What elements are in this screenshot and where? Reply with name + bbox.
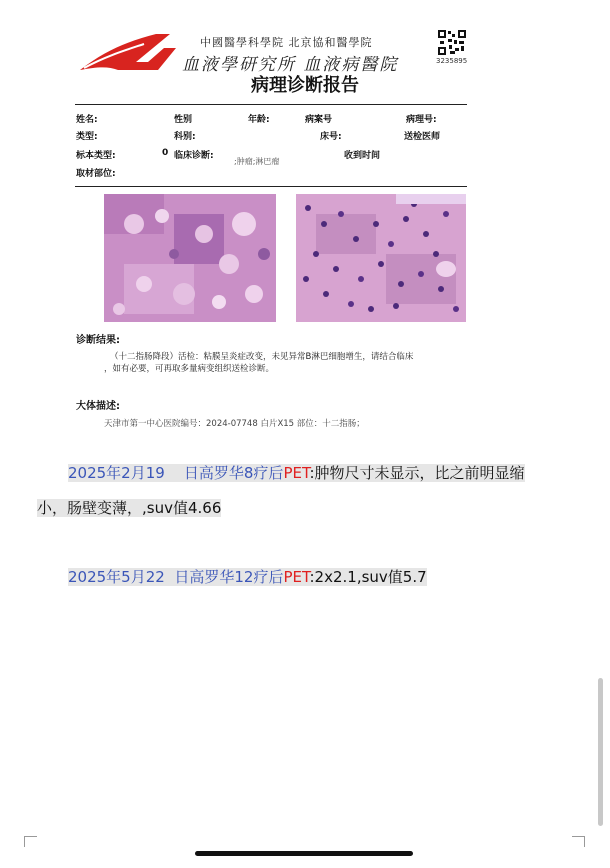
note-1-treatment: 日高罗华8疗后: [183, 464, 284, 482]
info-row-4: [76, 166, 476, 180]
scrollbar[interactable]: [598, 678, 603, 826]
clinical-value: ;肿瘤;淋巴瘤: [234, 157, 280, 166]
note-1-date: 2025年2月19: [68, 464, 165, 482]
page-corner-mark: [24, 836, 37, 847]
info-row-3: [76, 148, 476, 166]
histology-image-low-power: [104, 194, 276, 322]
report-title: 病理诊断报告: [251, 75, 359, 96]
info-row-2: [76, 129, 476, 143]
clinical-label: 临床诊断:: [174, 151, 214, 161]
gender-label: 性别: [174, 115, 193, 125]
site-label: 取材部位:: [76, 169, 116, 179]
diagnosis-line-1: （十二指肠降段）活检：粘膜呈炎症改变，未见异常B淋巴细胞增生，请结合临床: [110, 352, 414, 362]
name-label: 姓名:: [76, 115, 98, 125]
dept-label: 科别:: [174, 132, 196, 142]
info-row-1: [76, 112, 476, 126]
home-indicator[interactable]: [195, 851, 413, 856]
doctor-label: 送检医师: [404, 132, 441, 142]
note-2-text-1: :2x2.1,suv值5.7: [309, 568, 427, 586]
note-1-text-2: 小，肠壁变薄，,suv值4.66: [37, 499, 222, 517]
hospital-logo: [78, 30, 178, 74]
note-2-line-1: [68, 566, 427, 587]
sample-value: 0: [162, 148, 169, 158]
gross-label: 大体描述:: [76, 401, 120, 412]
note-2-treatment: 日高罗华12疗后: [174, 568, 284, 586]
bed-label: 床号:: [320, 132, 342, 142]
type-label: 类型:: [76, 132, 98, 142]
note-2-date: 2025年5月22: [68, 568, 165, 586]
divider: [75, 104, 467, 105]
diagnosis-label: 诊断结果:: [76, 335, 120, 346]
sample-label: 标本类型:: [76, 151, 116, 161]
age-label: 年龄:: [248, 115, 270, 125]
gross-text: 天津市第一中心医院编号：2024-07748 白片X15 部位：十二指肠；: [104, 419, 365, 429]
qr-number: 3235895: [436, 57, 468, 65]
institute-name-top: 中國醫學科學院 北京協和醫學院: [200, 36, 373, 49]
diagnosis-line-2: ，如有必要，可再取多量病变组织送检诊断。: [104, 364, 275, 374]
note-2-pet: PET: [283, 568, 310, 586]
note-1-line-1: [68, 462, 525, 483]
patho-label: 病理号:: [406, 115, 437, 125]
institute-name-main: 血液學研究所 血液病醫院: [182, 55, 399, 75]
divider: [75, 186, 467, 187]
qr-code-icon: [438, 30, 466, 55]
case-label: 病案号: [305, 115, 333, 125]
received-label: 收到时间: [344, 151, 381, 161]
note-1-line-2: [37, 497, 221, 518]
page-corner-mark: [572, 836, 585, 847]
histology-image-high-power: [296, 194, 466, 322]
note-1-text-1: :肿物尺寸未显示，比之前明显缩: [309, 464, 525, 482]
note-1-pet: PET: [283, 464, 310, 482]
